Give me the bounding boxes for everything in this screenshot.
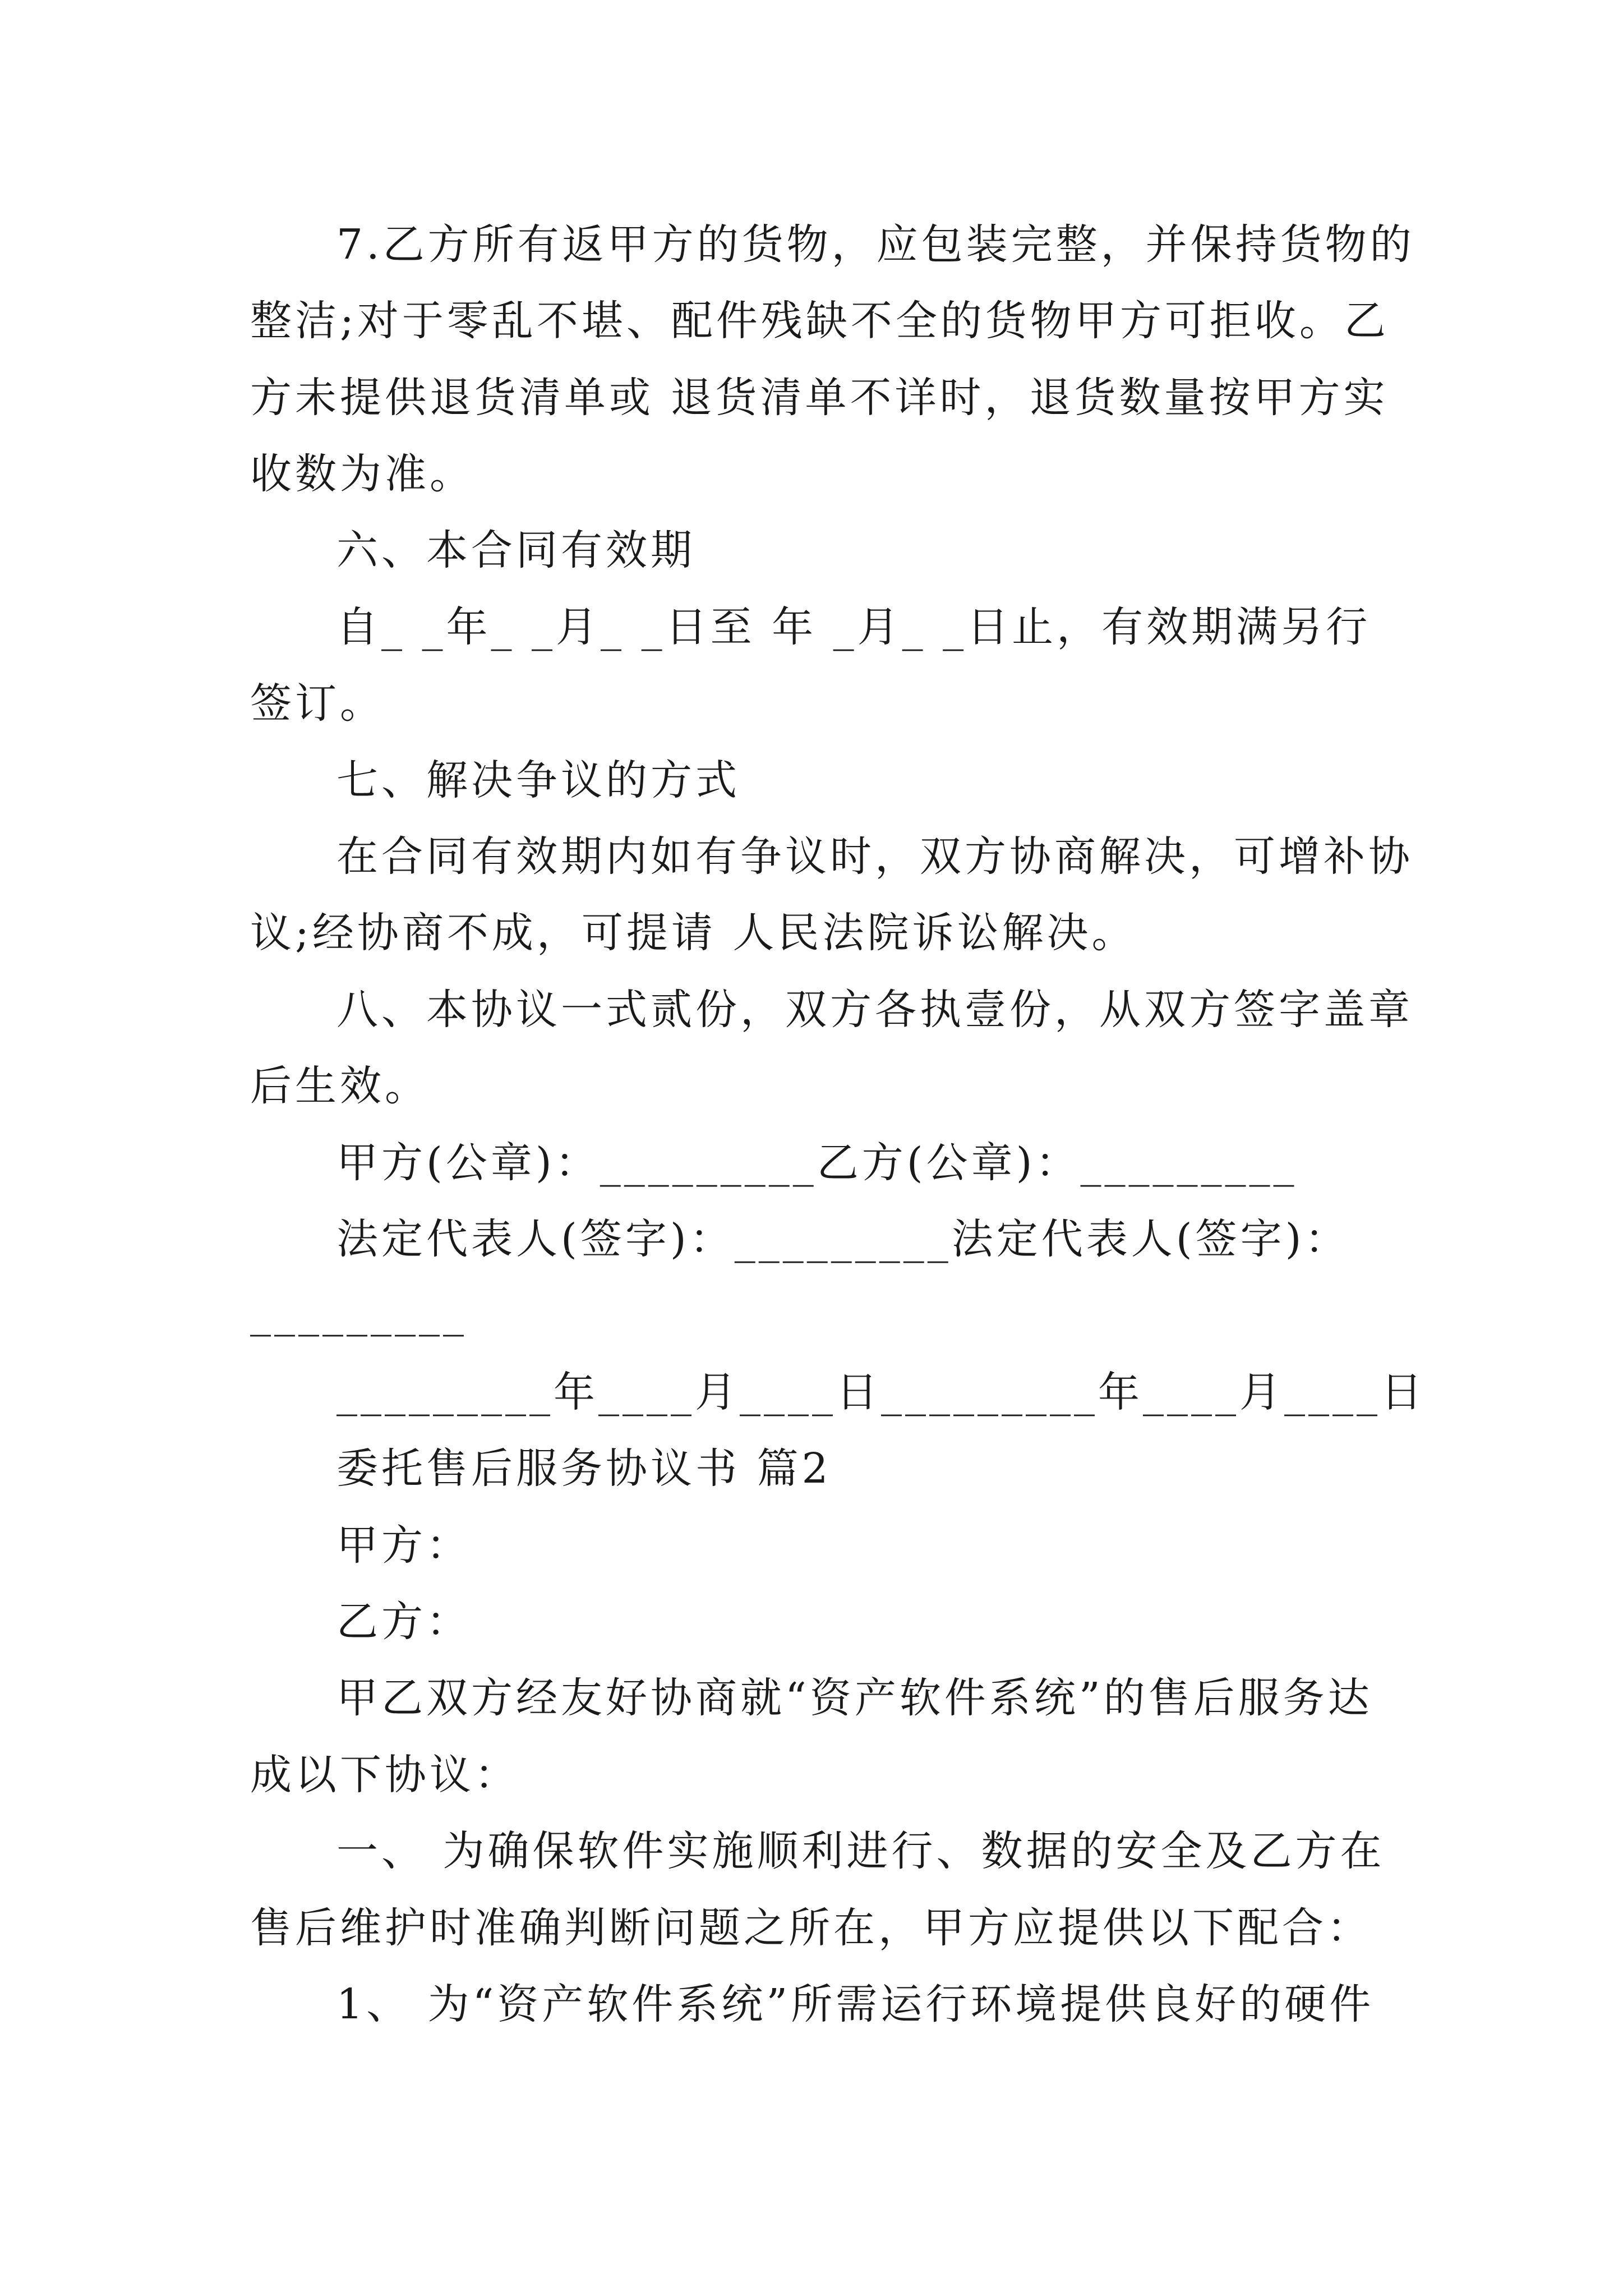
paragraph-7-line-1: 7.乙方所有返甲方的货物，应包装完整，并保持货物的: [336, 220, 1415, 269]
clause-1-item-1-line-1: 1、 为“资产软件系统”所需运行环境提供良好的硬件: [336, 1980, 1375, 2028]
party-a-line: 甲方：: [336, 1521, 471, 1570]
section-7-heading: 七、解决争议的方式: [336, 756, 740, 804]
paragraph-7-line-4: 收数为准。: [250, 450, 474, 498]
intro-line-2: 成以下协议：: [250, 1751, 519, 1799]
section-8-line-1: 八、本协议一式贰份，双方各执壹份，从双方签字盖章: [336, 986, 1413, 1034]
dispute-line-2: 议;经协商不成，可提请 人民法院诉讼解决。: [250, 909, 1137, 957]
section-6-heading: 六、本合同有效期: [336, 526, 695, 574]
clause-1-line-2: 售后维护时准确判断问题之所在，甲方应提供以下配合：: [250, 1904, 1372, 1952]
dispute-line-1: 在合同有效期内如有争议时，双方协商解决，可增补协: [336, 832, 1413, 881]
validity-line-1: 自_ _年_ _月_ _日至 年 _月_ _日止，有效期满另行: [336, 603, 1371, 651]
clause-1-line-1: 一、 为确保软件实施顺利进行、数据的安全及乙方在: [336, 1827, 1385, 1875]
party-b-line: 乙方：: [336, 1598, 471, 1646]
party-seal-line: 甲方(公章)：_________乙方(公章)：_________: [336, 1139, 1298, 1187]
intro-line-1: 甲乙双方经友好协商就“资产软件系统”的售后服务达: [336, 1674, 1373, 1722]
legal-rep-signature-blank: _________: [250, 1289, 467, 1337]
legal-rep-signature-line: 法定代表人(签字)：_________法定代表人(签字)：: [336, 1215, 1350, 1263]
validity-line-2: 签订。: [250, 679, 385, 728]
paragraph-7-line-3: 方未提供退货清单或 退货清单不详时，退货数量按甲方实: [250, 374, 1389, 422]
paragraph-7-line-2: 整洁;对于零乱不堪、配件残缺不全的货物甲方可拒收。乙: [250, 297, 1389, 345]
section-8-line-2: 后生效。: [250, 1062, 430, 1110]
agreement-2-title: 委托售后服务协议书 篇2: [336, 1444, 832, 1493]
signing-date-line: _________年____月____日_________年____月____日: [336, 1368, 1426, 1416]
